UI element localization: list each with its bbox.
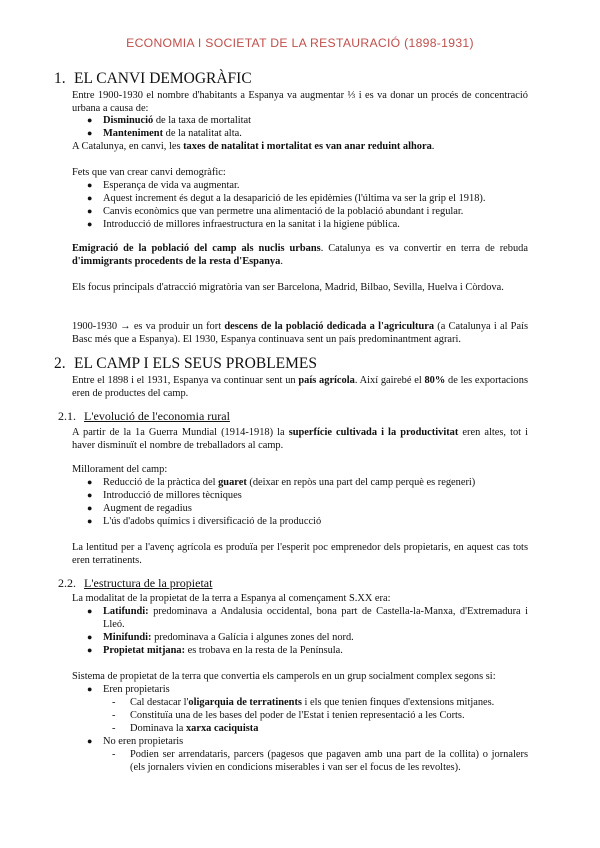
- paragraph: La modalitat de la propietat de la terra a Espanya al començament S.XX era:: [72, 593, 391, 604]
- dash-icon: -: [112, 697, 116, 708]
- subsection-2-1-heading: [58, 409, 230, 424]
- paragraph: Fets que van crear canvi demogràfic:: [72, 167, 226, 178]
- sub-list-item: - Podien ser arrendataris, parcers (pagesos que pagaven amb una part de la collita) o jornalers (els jornalers vivien en condicions miserables i van ser el focus de les revoltes).: [112, 749, 528, 773]
- list-item: ● Disminució de la taxa de mortalitat: [87, 115, 252, 126]
- list-item: ● Introducció de millores tècniques: [87, 490, 242, 501]
- paragraph: A Catalunya, en canvi, les taxes de natalitat i mortalitat es van anar reduint alhora.: [72, 141, 435, 152]
- list-item: ● Propietat mitjana: es trobava en la resta de la Península.: [87, 645, 343, 656]
- section-title: EL CAMP I ELS SEUS PROBLEMES: [74, 355, 318, 372]
- sub-list-item: - Dominava la xarxa caciquista: [112, 723, 259, 734]
- document-title: ECONOMIA I SOCIETAT DE LA RESTAURACIÓ (1898-1931): [126, 36, 474, 50]
- list-item: ● L'ús d'adobs químics i diversificació de la producció: [87, 516, 322, 527]
- list-item: ● Reducció de la pràctica del guaret (deixar en repòs una part del camp perquè es regeneri): [87, 477, 476, 488]
- bullet-icon: ●: [87, 193, 93, 203]
- bullet-icon: ●: [87, 180, 93, 190]
- list-item: ● Eren propietaris: [87, 684, 170, 695]
- bullet-icon: ●: [87, 477, 93, 487]
- bullet-icon: ●: [87, 645, 93, 655]
- paragraph: Emigració de la població del camp als nuclis urbans. Catalunya es va convertir en terra de rebuda d'immigrants procedents de la resta d'Espanya.: [72, 243, 528, 267]
- bullet-icon: ●: [87, 490, 93, 500]
- list-item: ● Introducció de millores infraestructura en la sanitat i la higiene pública.: [87, 219, 400, 230]
- paragraph: Millorament del camp:: [72, 464, 168, 475]
- paragraph: La lentitud per a l'avenç agrícola es produïa per l'esperit poc emprenedor dels propietaris, en aquest cas tots eren terratinents.: [72, 542, 528, 566]
- bullet-icon: ●: [87, 115, 93, 125]
- bullet-icon: ●: [87, 606, 93, 616]
- list-item: ● Manteniment de la natalitat alta.: [87, 128, 242, 139]
- bullet-icon: ●: [87, 206, 93, 216]
- dash-icon: -: [112, 710, 116, 721]
- dash-icon: -: [112, 723, 116, 734]
- subsection-number: 2.1.: [58, 409, 76, 423]
- section-number: 1.: [54, 70, 66, 87]
- dash-icon: -: [112, 749, 116, 760]
- paragraph: 1900-1930 → es va produir un fort descens de la població dedicada a l'agricultura (a Catalunya i al País Basc més que a Espanya). El 1930, Espanya continuava sent un país predominantment agrari.: [72, 321, 528, 345]
- subsection-number: 2.2.: [58, 576, 76, 590]
- bullet-icon: ●: [87, 736, 93, 746]
- section-2-heading: [54, 355, 317, 373]
- section-number: 2.: [54, 355, 66, 372]
- sub-list-item: - Constituïa una de les bases del poder de l'Estat i tenien representació a les Corts.: [112, 710, 465, 721]
- sub-list-item: - Cal destacar l'oligarquia de terratinents i els que tenien finques d'extensions mitjanes.: [112, 697, 495, 708]
- paragraph: Entre 1900-1930 el nombre d'habitants a Espanya va augmentar ⅓ i es va donar un procés de concentració urbana a causa de:: [72, 90, 528, 114]
- bullet-icon: ●: [87, 632, 93, 642]
- bullet-icon: ●: [87, 128, 93, 138]
- bullet-icon: ●: [87, 684, 93, 694]
- bullet-icon: ●: [87, 516, 93, 526]
- paragraph: Entre el 1898 i el 1931, Espanya va continuar sent un país agrícola. Així gairebé el 80% de les exportacions eren de productes del camp.: [72, 375, 528, 399]
- subsection-title: L'evolució de l'economia rural: [84, 409, 230, 423]
- paragraph: Sistema de propietat de la terra que convertia els camperols en un grup socialment complex segons si:: [72, 671, 496, 682]
- section-title: EL CANVI DEMOGRÀFIC: [74, 70, 252, 87]
- bullet-icon: ●: [87, 503, 93, 513]
- bullet-icon: ●: [87, 219, 93, 229]
- list-item: ● Canvis econòmics que van permetre una alimentació de la població abundant i regular.: [87, 206, 464, 217]
- list-item: ● Esperança de vida va augmentar.: [87, 180, 240, 191]
- paragraph: Els focus principals d'atracció migratòria van ser Barcelona, Madrid, Bilbao, Sevilla, Huelva i Còrdova.: [72, 282, 504, 293]
- list-item: ● No eren propietaris: [87, 736, 184, 747]
- subsection-title: L'estructura de la propietat: [84, 576, 213, 590]
- subsection-2-2-heading: [58, 576, 212, 591]
- section-1-heading: [54, 70, 252, 88]
- list-item: ● Aquest increment és degut a la desaparició de les epidèmies (l'última va ser la grip el 1918).: [87, 193, 486, 204]
- list-item: ● Augment de regadius: [87, 503, 192, 514]
- paragraph: A partir de la 1a Guerra Mundial (1914-1918) la superfície cultivada i la productivitat eren altes, tot i haver disminuït el nombre de treballadors al camp.: [72, 427, 529, 451]
- list-item: ● Latifundi: predominava a Andalusia occidental, bona part de Castella-la-Manxa, d'Extremadura i Lleó.: [87, 606, 528, 630]
- list-item: ● Minifundi: predominava a Galícia i algunes zones del nord.: [87, 632, 354, 643]
